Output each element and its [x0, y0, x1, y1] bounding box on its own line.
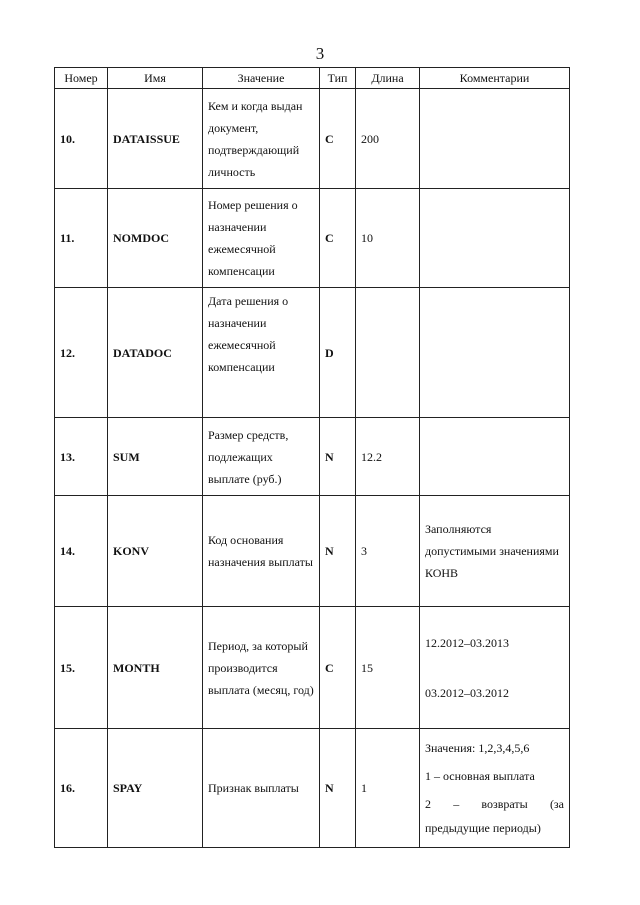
row-type: C: [320, 89, 356, 189]
comment-line: 2 – возвраты (за предыдущие периоды): [425, 797, 564, 835]
row-type: N: [320, 496, 356, 607]
table-row: [55, 729, 570, 848]
comment-line: Значения: 1,2,3,4,5,6: [425, 741, 530, 755]
row-length: 15: [356, 607, 420, 729]
fields-table: [54, 67, 570, 848]
table-row: [55, 288, 570, 418]
row-comments: [420, 729, 570, 848]
comment-line: 03.2012–03.2012: [425, 685, 509, 700]
row-number: 13.: [55, 418, 108, 496]
row-value: Код основания назначения выплаты: [203, 496, 320, 607]
header-number: Номер: [55, 68, 108, 89]
row-field-name: SUM: [108, 418, 203, 496]
row-value: Размер средств, подлежащих выплате (руб.): [203, 418, 320, 496]
header-comments: Комментарии: [420, 68, 570, 89]
table-row: [55, 189, 570, 288]
row-comments: [420, 89, 570, 189]
row-type: N: [320, 418, 356, 496]
table-row: [55, 418, 570, 496]
row-number: 12.: [55, 288, 108, 418]
row-field-name: KONV: [108, 496, 203, 607]
row-length: 1: [356, 729, 420, 848]
row-length: 200: [356, 89, 420, 189]
table-row: [55, 496, 570, 607]
row-type: N: [320, 729, 356, 848]
row-number: 15.: [55, 607, 108, 729]
row-length: [356, 288, 420, 418]
row-value: Признак выплаты: [203, 729, 320, 848]
comment-line: Заполняются допустимыми значениями КОНВ: [425, 522, 559, 580]
row-value: Период, за который производится выплата (месяц, год): [203, 607, 320, 729]
table-row: [55, 89, 570, 189]
row-number: 14.: [55, 496, 108, 607]
page-number: 3: [315, 44, 325, 63]
row-field-name: DATAISSUE: [108, 89, 203, 189]
row-length: 12.2: [356, 418, 420, 496]
row-field-name: NOMDOC: [108, 189, 203, 288]
row-value: Кем и когда выдан документ, подтверждающий личность: [203, 89, 320, 189]
row-type: C: [320, 189, 356, 288]
row-length: 10: [356, 189, 420, 288]
row-field-name: DATADOC: [108, 288, 203, 418]
header-name: Имя: [108, 68, 203, 89]
comment-line: 1 – основная выплата: [425, 769, 535, 783]
row-field-name: MONTH: [108, 607, 203, 729]
comment-line: 12.2012–03.2013: [425, 635, 509, 650]
row-comments: [420, 418, 570, 496]
row-comments: [420, 607, 570, 729]
row-number: 16.: [55, 729, 108, 848]
row-comments: [420, 288, 570, 418]
header-length: Длина: [356, 68, 420, 89]
row-value-text: Дата решения о назначении ежемесячной компенсации: [208, 294, 289, 374]
row-number: 11.: [55, 189, 108, 288]
row-number: 10.: [55, 89, 108, 189]
row-comments: [420, 496, 570, 607]
row-value: [203, 288, 320, 418]
header-value: Значение: [203, 68, 320, 89]
table-row: [55, 607, 570, 729]
row-type: C: [320, 607, 356, 729]
row-type: D: [320, 288, 356, 418]
header-type: Тип: [320, 68, 356, 89]
row-length: 3: [356, 496, 420, 607]
row-comments: [420, 189, 570, 288]
row-value: Номер решения о назначении ежемесячной компенсации: [203, 189, 320, 288]
comment-spacer: [425, 654, 564, 682]
table-header-row: [55, 68, 570, 89]
row-field-name: SPAY: [108, 729, 203, 848]
